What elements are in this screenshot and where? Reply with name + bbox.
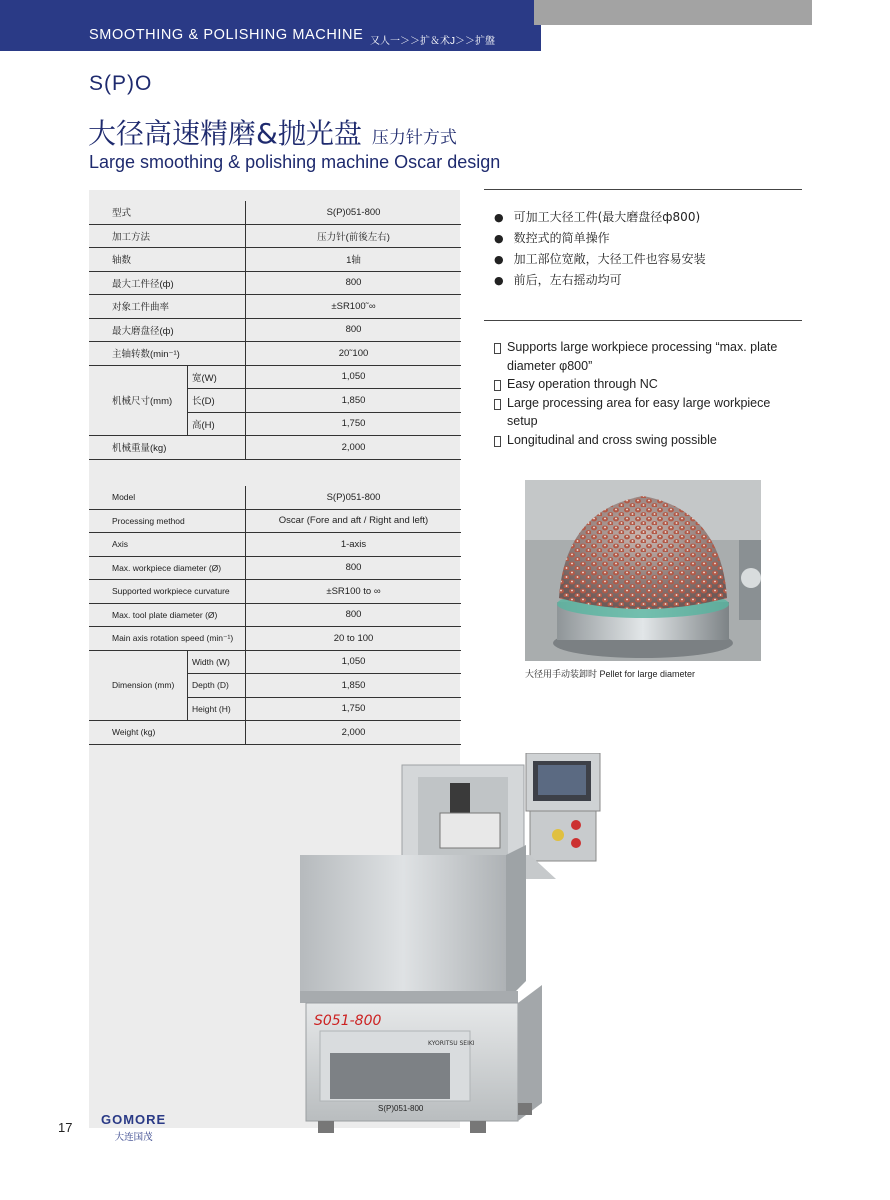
table-row: [89, 224, 461, 248]
spec-label: 机械尺寸(mm): [112, 396, 173, 408]
spec-value: 1,750: [246, 412, 462, 436]
spec-value: 1,050: [246, 650, 462, 674]
spec-value: S(P)051-800: [246, 486, 462, 509]
spec-label: Supported workpiece curvature: [112, 586, 230, 597]
table-row: [89, 556, 461, 580]
spec-value: 1,050: [246, 365, 462, 389]
table-row: [89, 271, 461, 295]
spec-label: Main axis rotation speed (min⁻¹): [112, 632, 234, 643]
divider: [484, 320, 802, 321]
table-row: [89, 201, 461, 224]
spec-value: 1,750: [246, 697, 462, 721]
logo-cn: 大连国茂: [114, 1132, 153, 1143]
spec-label: 最大磨盘径(ф): [112, 325, 174, 337]
spec-sublabel: 宽(W): [188, 365, 246, 389]
spec-label: Model: [112, 492, 136, 503]
table-row: [89, 486, 461, 509]
list-item: ● 可加工大径工件(最大磨盘径ф800): [494, 207, 706, 228]
spec-value: 20 to 100: [246, 627, 462, 651]
spec-sublabel: Height (H): [188, 697, 246, 721]
spec-value: 1-axis: [246, 533, 462, 557]
spec-value: 800: [246, 318, 462, 342]
table-row: [89, 318, 461, 342]
table-row: [89, 342, 461, 366]
spec-label: 对象工件曲率: [112, 302, 170, 314]
table-row: [89, 248, 461, 272]
list-item: Easy operation through NC: [494, 375, 804, 394]
header-breadcrumb: 又人一＞＞扩＆术J＞＞扩盤: [370, 36, 495, 47]
table-row: [89, 365, 461, 389]
spec-label: Processing method: [112, 515, 185, 526]
table-row: [89, 603, 461, 627]
spec-value: 800: [246, 556, 462, 580]
header-title: SMOOTHING & POLISHING MACHINE: [89, 27, 364, 43]
spec-sublabel: Depth (D): [188, 674, 246, 698]
page-title-cn: [88, 112, 457, 152]
table-row: [89, 627, 461, 651]
spec-label: Max. tool plate diameter (Ø): [112, 609, 218, 620]
pellet-tool-photo: [525, 480, 761, 661]
list-item: Longitudinal and cross swing possible: [494, 431, 804, 450]
machine-photo: [290, 753, 620, 1145]
spec-value: S(P)051-800: [246, 201, 462, 224]
spec-value: 20˜100: [246, 342, 462, 366]
header-accent-bar: [534, 0, 812, 25]
table-row: [89, 580, 461, 604]
spec-label: 轴数: [112, 255, 132, 267]
spec-table-cn: [89, 201, 461, 460]
spec-value: 压力针(前後左右): [246, 224, 462, 248]
list-item: ● 前后，左右摇动均可: [494, 270, 706, 291]
model-code: S(P)O: [89, 72, 153, 95]
table-row: [89, 436, 461, 460]
list-item: ● 加工部位宽敞，大径工件也容易安装: [494, 249, 706, 270]
feature-list-en: [494, 338, 804, 449]
feature-list-cn: [494, 207, 706, 291]
photo-caption: S(P)051-800: [378, 1104, 424, 1113]
table-row: [89, 721, 461, 745]
divider: [484, 189, 802, 190]
list-item: ● 数控式的简单操作: [494, 228, 706, 249]
spec-value: ±SR100˜∞: [246, 295, 462, 319]
spec-label: Dimension (mm): [112, 680, 175, 691]
machine-model-plate: S051-800: [314, 1013, 382, 1029]
spec-label: 主轴转数(min⁻¹): [112, 349, 180, 361]
spec-sublabel: 长(D): [188, 389, 246, 413]
spec-label: 最大工件径(ф): [112, 278, 174, 290]
spec-label: 机械重量(kg): [112, 443, 167, 455]
spec-value: Oscar (Fore and aft / Right and left): [246, 509, 462, 533]
list-item: Supports large workpiece processing “max. plate diameter φ800”: [494, 338, 804, 375]
table-row: [89, 650, 461, 674]
table-row: [89, 295, 461, 319]
spec-value: 1轴: [246, 248, 462, 272]
spec-value: 800: [246, 271, 462, 295]
spec-table-en: [89, 486, 461, 745]
spec-label: Axis: [112, 539, 129, 550]
list-item: Large processing area for easy large workpiece setup: [494, 394, 804, 431]
spec-label: Max. workpiece diameter (Ø): [112, 562, 222, 573]
spec-sublabel: 高(H): [188, 412, 246, 436]
spec-value: 1,850: [246, 674, 462, 698]
spec-value: 2,000: [246, 721, 462, 745]
spec-label: 加工方法: [112, 231, 151, 243]
table-row: [89, 533, 461, 557]
photo-caption: 大径用手动装卸时 Pellet for large diameter: [525, 669, 696, 679]
table-row: [89, 509, 461, 533]
page-number: 17: [58, 1120, 73, 1135]
spec-label: Weight (kg): [112, 727, 156, 738]
spec-value: 2,000: [246, 436, 462, 460]
spec-value: 1,850: [246, 389, 462, 413]
company-logo: [101, 1112, 166, 1143]
spec-sublabel: Width (W): [188, 650, 246, 674]
machine-brand-label: KYORITSU SEIKI: [428, 1040, 475, 1047]
title-cn-sub: 压力针方式: [371, 128, 457, 148]
title-cn-main: 大径高速精磨&抛光盘: [88, 117, 362, 150]
spec-label: 型式: [112, 208, 132, 220]
spec-value: 800: [246, 603, 462, 627]
logo-wordmark: GOMORE: [101, 1112, 167, 1127]
page-title-en: Large smoothing & polishing machine Oscar design: [89, 152, 501, 172]
spec-value: ±SR100 to ∞: [246, 580, 462, 604]
